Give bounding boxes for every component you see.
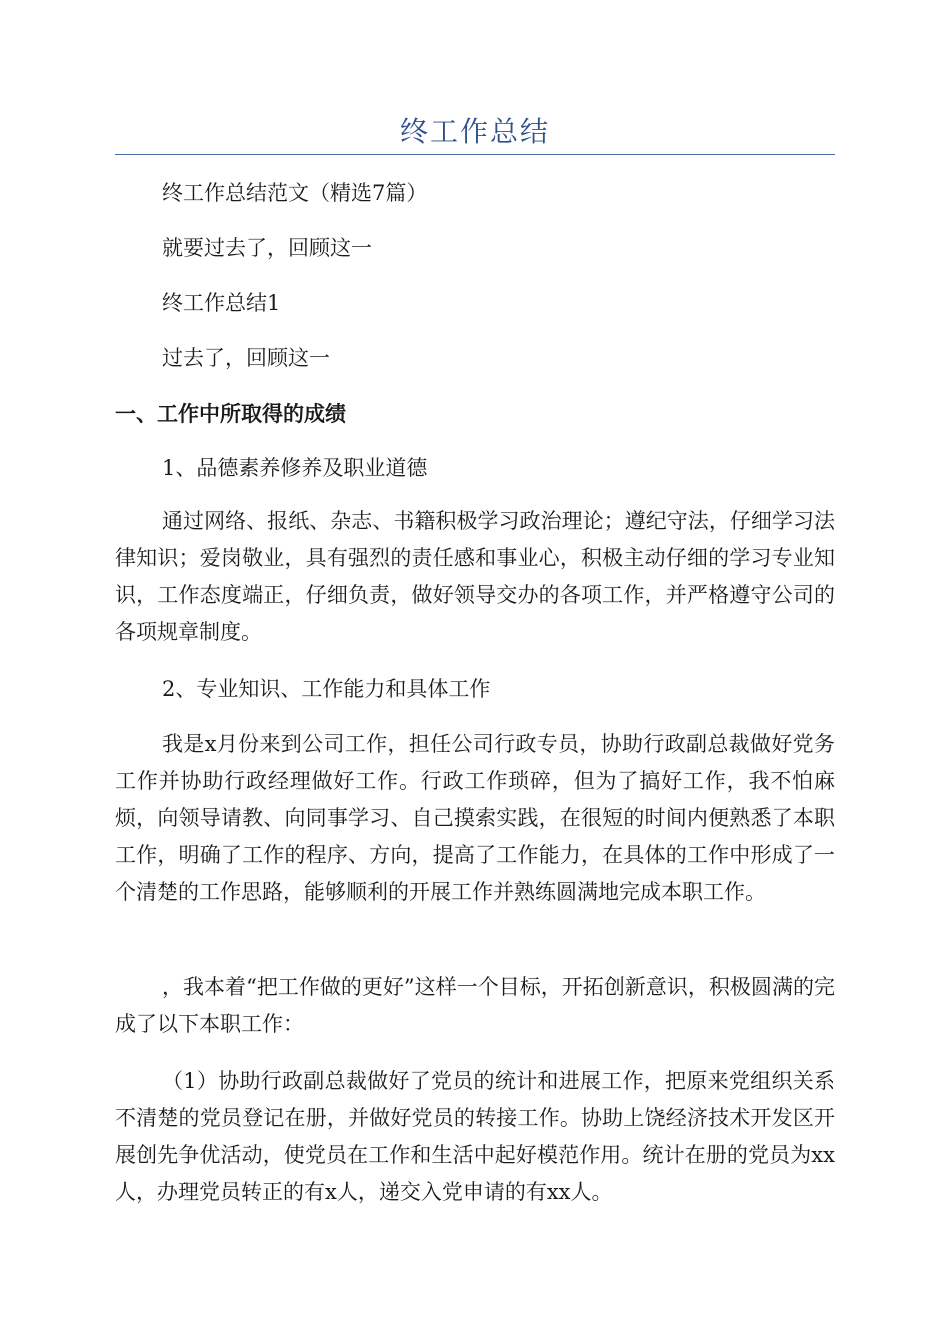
subheading-ethics: 1、品德素养修养及职业道德 [162, 456, 428, 480]
title-divider [115, 154, 835, 155]
paragraph-goal: ，我本着“把工作做的更好”这样一个目标，开拓创新意识，积极圆满的完成了以下本职工作： [115, 975, 835, 1036]
document-title: 终工作总结 [399, 115, 550, 148]
paragraph-item-1: （1）协助行政副总裁做好了党员的统计和进展工作，把原来党组织关系不清楚的党员登记在册，并做好党员的转接工作。协助上饶经济技术开发区开展创先争优活动，使党员在工作和生活中起好模范作用。统计在册的党员为xx人，办理党员转正的有x人，递交入党申请的有xx人。 [115, 1069, 835, 1204]
paragraph-subtitle: 终工作总结范文（精选7篇） [162, 181, 428, 205]
paragraph-skills: 我是x月份来到公司工作，担任公司行政专员，协助行政副总裁做好党务工作并协助行政经理做好工作。行政工作琐碎，但为了搞好工作，我不怕麻烦，向领导请教、向同事学习、自己摸索实践，在很短的时间内便熟悉了本职工作，明确了工作的程序、方向，提高了工作能力，在具体的工作中形成了一个清楚的工作思路，能够顺利的开展工作并熟练圆满地完成本职工作。 [115, 732, 835, 904]
paragraph-section-title: 终工作总结1 [162, 291, 281, 315]
heading-achievements: 一、工作中所取得的成绩 [115, 401, 346, 426]
paragraph-intro: 就要过去了，回顾这一 [162, 236, 372, 260]
paragraph-intro-2: 过去了，回顾这一 [162, 346, 330, 370]
subheading-skills: 2、专业知识、工作能力和具体工作 [162, 677, 491, 701]
paragraph-ethics: 通过网络、报纸、杂志、书籍积极学习政治理论；遵纪守法，仔细学习法律知识；爱岗敬业，具有强烈的责任感和事业心，积极主动仔细的学习专业知识，工作态度端正，仔细负责，做好领导交办的各项工作，并严格遵守公司的各项规章制度。 [115, 509, 835, 644]
